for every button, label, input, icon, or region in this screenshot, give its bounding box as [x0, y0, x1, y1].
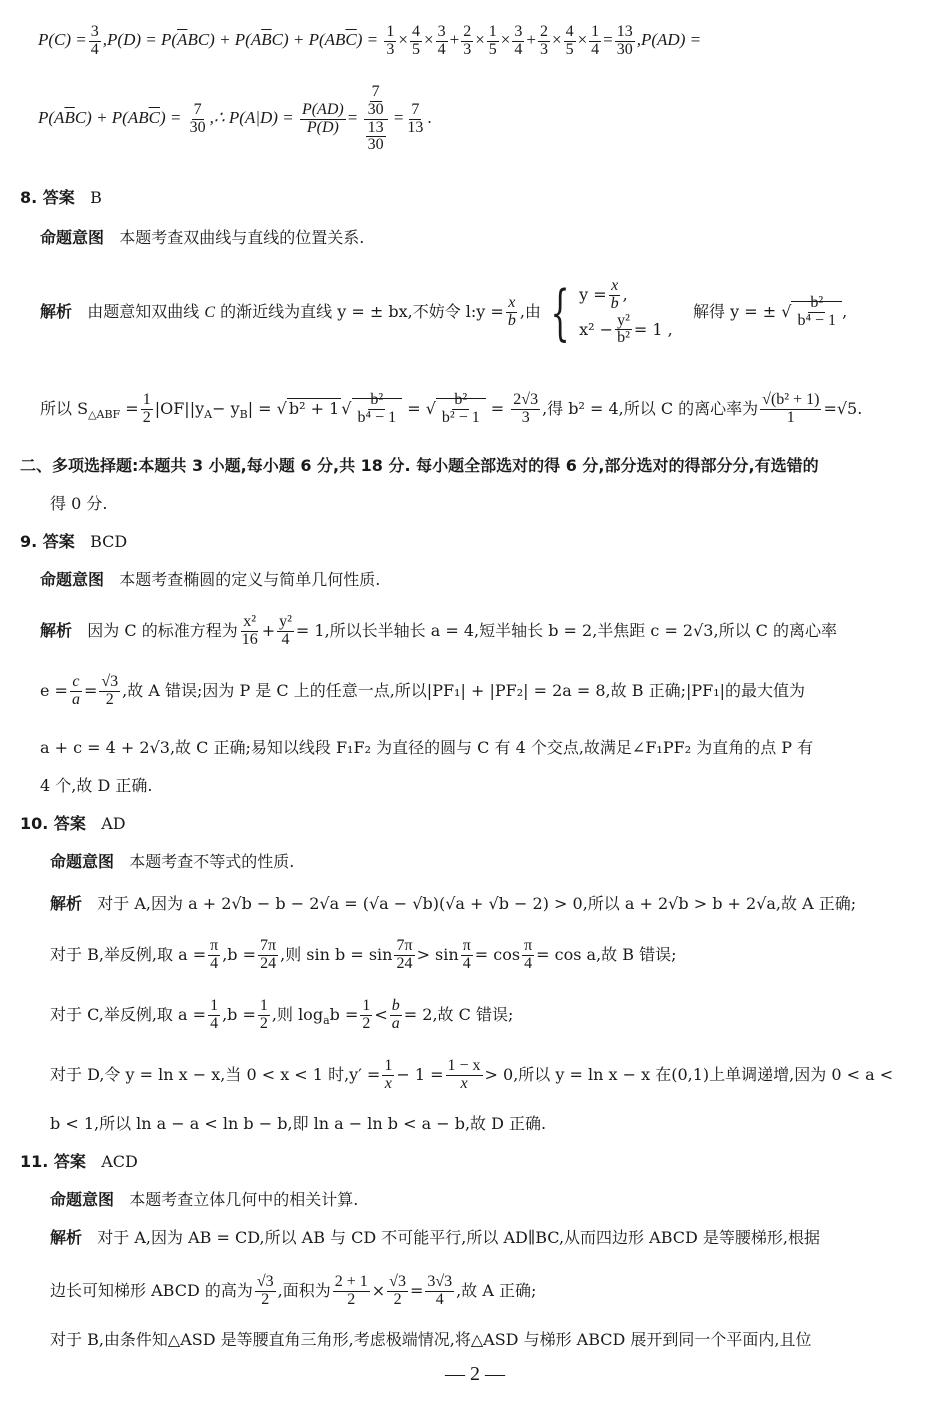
q8-answer: 8. 答案 B [20, 188, 102, 207]
q11-analysis-b: 边长可知梯形 ABCD 的高为 $\frac{√3}{2}$ ,面积为 $\frac{2 + 1}{2}$ × $\frac{√3}{2}$ = $\frac{3√3}{4}$ ,故 A 正确; [50, 1273, 537, 1308]
q10-intent: 命题意图 本题考查不等式的性质. [50, 852, 295, 871]
q9-analysis-4: 4 个,故 D 正确. [40, 776, 153, 795]
q9-analysis-2: e = $\frac{c}{a}$ = $\frac{√3}{2}$ ,故 A 错误;因为 P 是 C 上的任意一点,所以|PF₁| + |PF₂| = 2a = 8,故 B 正确;|PF₁|的最大值为 [40, 673, 806, 708]
q10-answer: 10. 答案 AD [20, 814, 126, 833]
section-2-title-2: 得 0 分. [50, 494, 108, 513]
q11-intent: 命题意图 本题考查立体几何中的相关计算. [50, 1190, 359, 1209]
q8-line-2: 所以 $S_{\triangle ABF}$ = $\frac{1}{2}$ $|OF||y_A- y_B|$ = √ b² + 1 √ $\frac{\text{b²}}{\text{b⁴ − 1}}$ = √ $\frac{\text{b²}}{\text{b² − 1}}$ = $\frac{2√3}{3}$ ,得 b² = 4,所以 C 的离心率为 $\frac{\text{√(b² + 1)}}{1}$ =√5. [40, 391, 863, 426]
q10-analysis-e: b < 1,所以 ln a − a < ln b − b,即 ln a − ln b < a − b,故 D 正确. [50, 1114, 547, 1133]
q9-answer: 9. 答案 BCD [20, 532, 128, 551]
q9-analysis-1: 解析 因为 C 的标准方程为 $\frac{\text{x²}}{16}$ + $\frac{\text{y²}}{4}$ = 1,所以长半轴长 a = 4,短半轴长 b = 2,半焦距 c = 2√3,所以 C 的离心率 [40, 613, 837, 648]
q10-analysis-a: 解析 对于 A,因为 a + 2√b − b − 2√a = (√a − √b)(√a + √b − 2) > 0,所以 a + 2√b > b + 2√a,故 A 正确; [50, 894, 857, 913]
q9-intent: 命题意图 本题考查椭圆的定义与简单几何性质. [40, 570, 381, 589]
q11-analysis-c: 对于 B,由条件知△ASD 是等腰直角三角形,考虑极端情况,将△ASD 与梯形 ABCD 展开到同一个平面内,且位 [50, 1330, 812, 1349]
page-number: — 2 — [445, 1363, 505, 1385]
q9-analysis-3: a + c = 4 + 2√3,故 C 正确;易知以线段 F₁F₂ 为直径的圆与 C 有 4 个交点,故满足∠F₁PF₂ 为直角的点 P 有 [40, 738, 814, 757]
q10-analysis-d: 对于 D,令 y = ln x − x,当 0 < x < 1 时,y′ = $\frac{1}{x}$ − 1 = $\frac{1 - x}{x}$ > 0,所以 y = ln x − x 在(0,1)上单调递增,因为 0 < a < [50, 1057, 894, 1092]
section-2-title: 二、多项选择题:本题共 3 小题,每小题 6 分,共 18 分. 每小题全部选对的得 6 分,部分选对的得部分分,有选错的 [20, 456, 819, 475]
q10-analysis-b: 对于 B,举反例,取 a = $\frac{\pi}{4}$ ,b = $\frac{7\pi}{24}$ ,则 sin b = sin $\frac{7\pi}{24}$ > sin $\frac{\pi}{4}$ = cos $\frac{\pi}{4}$ = cos a,故 B 错误; [50, 937, 677, 972]
q8-analysis: 解析 由题意知双曲线 C 的渐近线为直线 y = ± bx,不妨令 l:y = $\frac{x}{b}$ ,由 { y = $\frac{x}{b}$ , x² − $\frac{\text{y²}}{\text{b²}}$ = 1 , 解得 y = ± √ $\frac{\text{b²}}{\text{b⁴ − 1}}$ , [40, 277, 848, 348]
q10-analysis-c: 对于 C,举反例,取 a = $\frac{1}{4}$ ,b = $\frac{1}{2}$ ,则 $\log_ab$ = $\frac{1}{2}$ < $\frac{b}{a}$ = 2,故 C 错误; [50, 997, 514, 1032]
q7-line-1: P(C) = $\frac{3}{4}$ $,P(D) = P(\overline{A}BC) + P(A\overline{B}C) + P(AB\overline{C})$ = $\frac{1}{3}$ × $\frac{4}{5}$ × $\frac{3}{4}$ + $\frac{2}{3}$ × $\frac{1}{5}$ × $\frac{3}{4}$ + $\frac{2}{3}$ × $\frac{4}{5}$ × $\frac{1}{4}$ = $\frac{13}{30}$ ,P(AD) = [38, 23, 702, 58]
q8-intent: 命题意图 本题考查双曲线与直线的位置关系. [40, 228, 365, 247]
q11-answer: 11. 答案 ACD [20, 1152, 138, 1171]
q11-analysis-a: 解析 对于 A,因为 AB = CD,所以 AB 与 CD 不可能平行,所以 AD∥BC,从而四边形 ABCD 是等腰梯形,根据 [50, 1228, 820, 1247]
q7-line-2: $P(A\overline{B}C) + P(AB\overline{C})$ = $\frac{7}{30}$ ,∴ P(A|D) = $\frac{P(AD)}{P(D)}$ = $\frac{\frac{7}{30}}{\frac{13}{30}}$ = $\frac{7}{13}$ . [38, 83, 432, 154]
